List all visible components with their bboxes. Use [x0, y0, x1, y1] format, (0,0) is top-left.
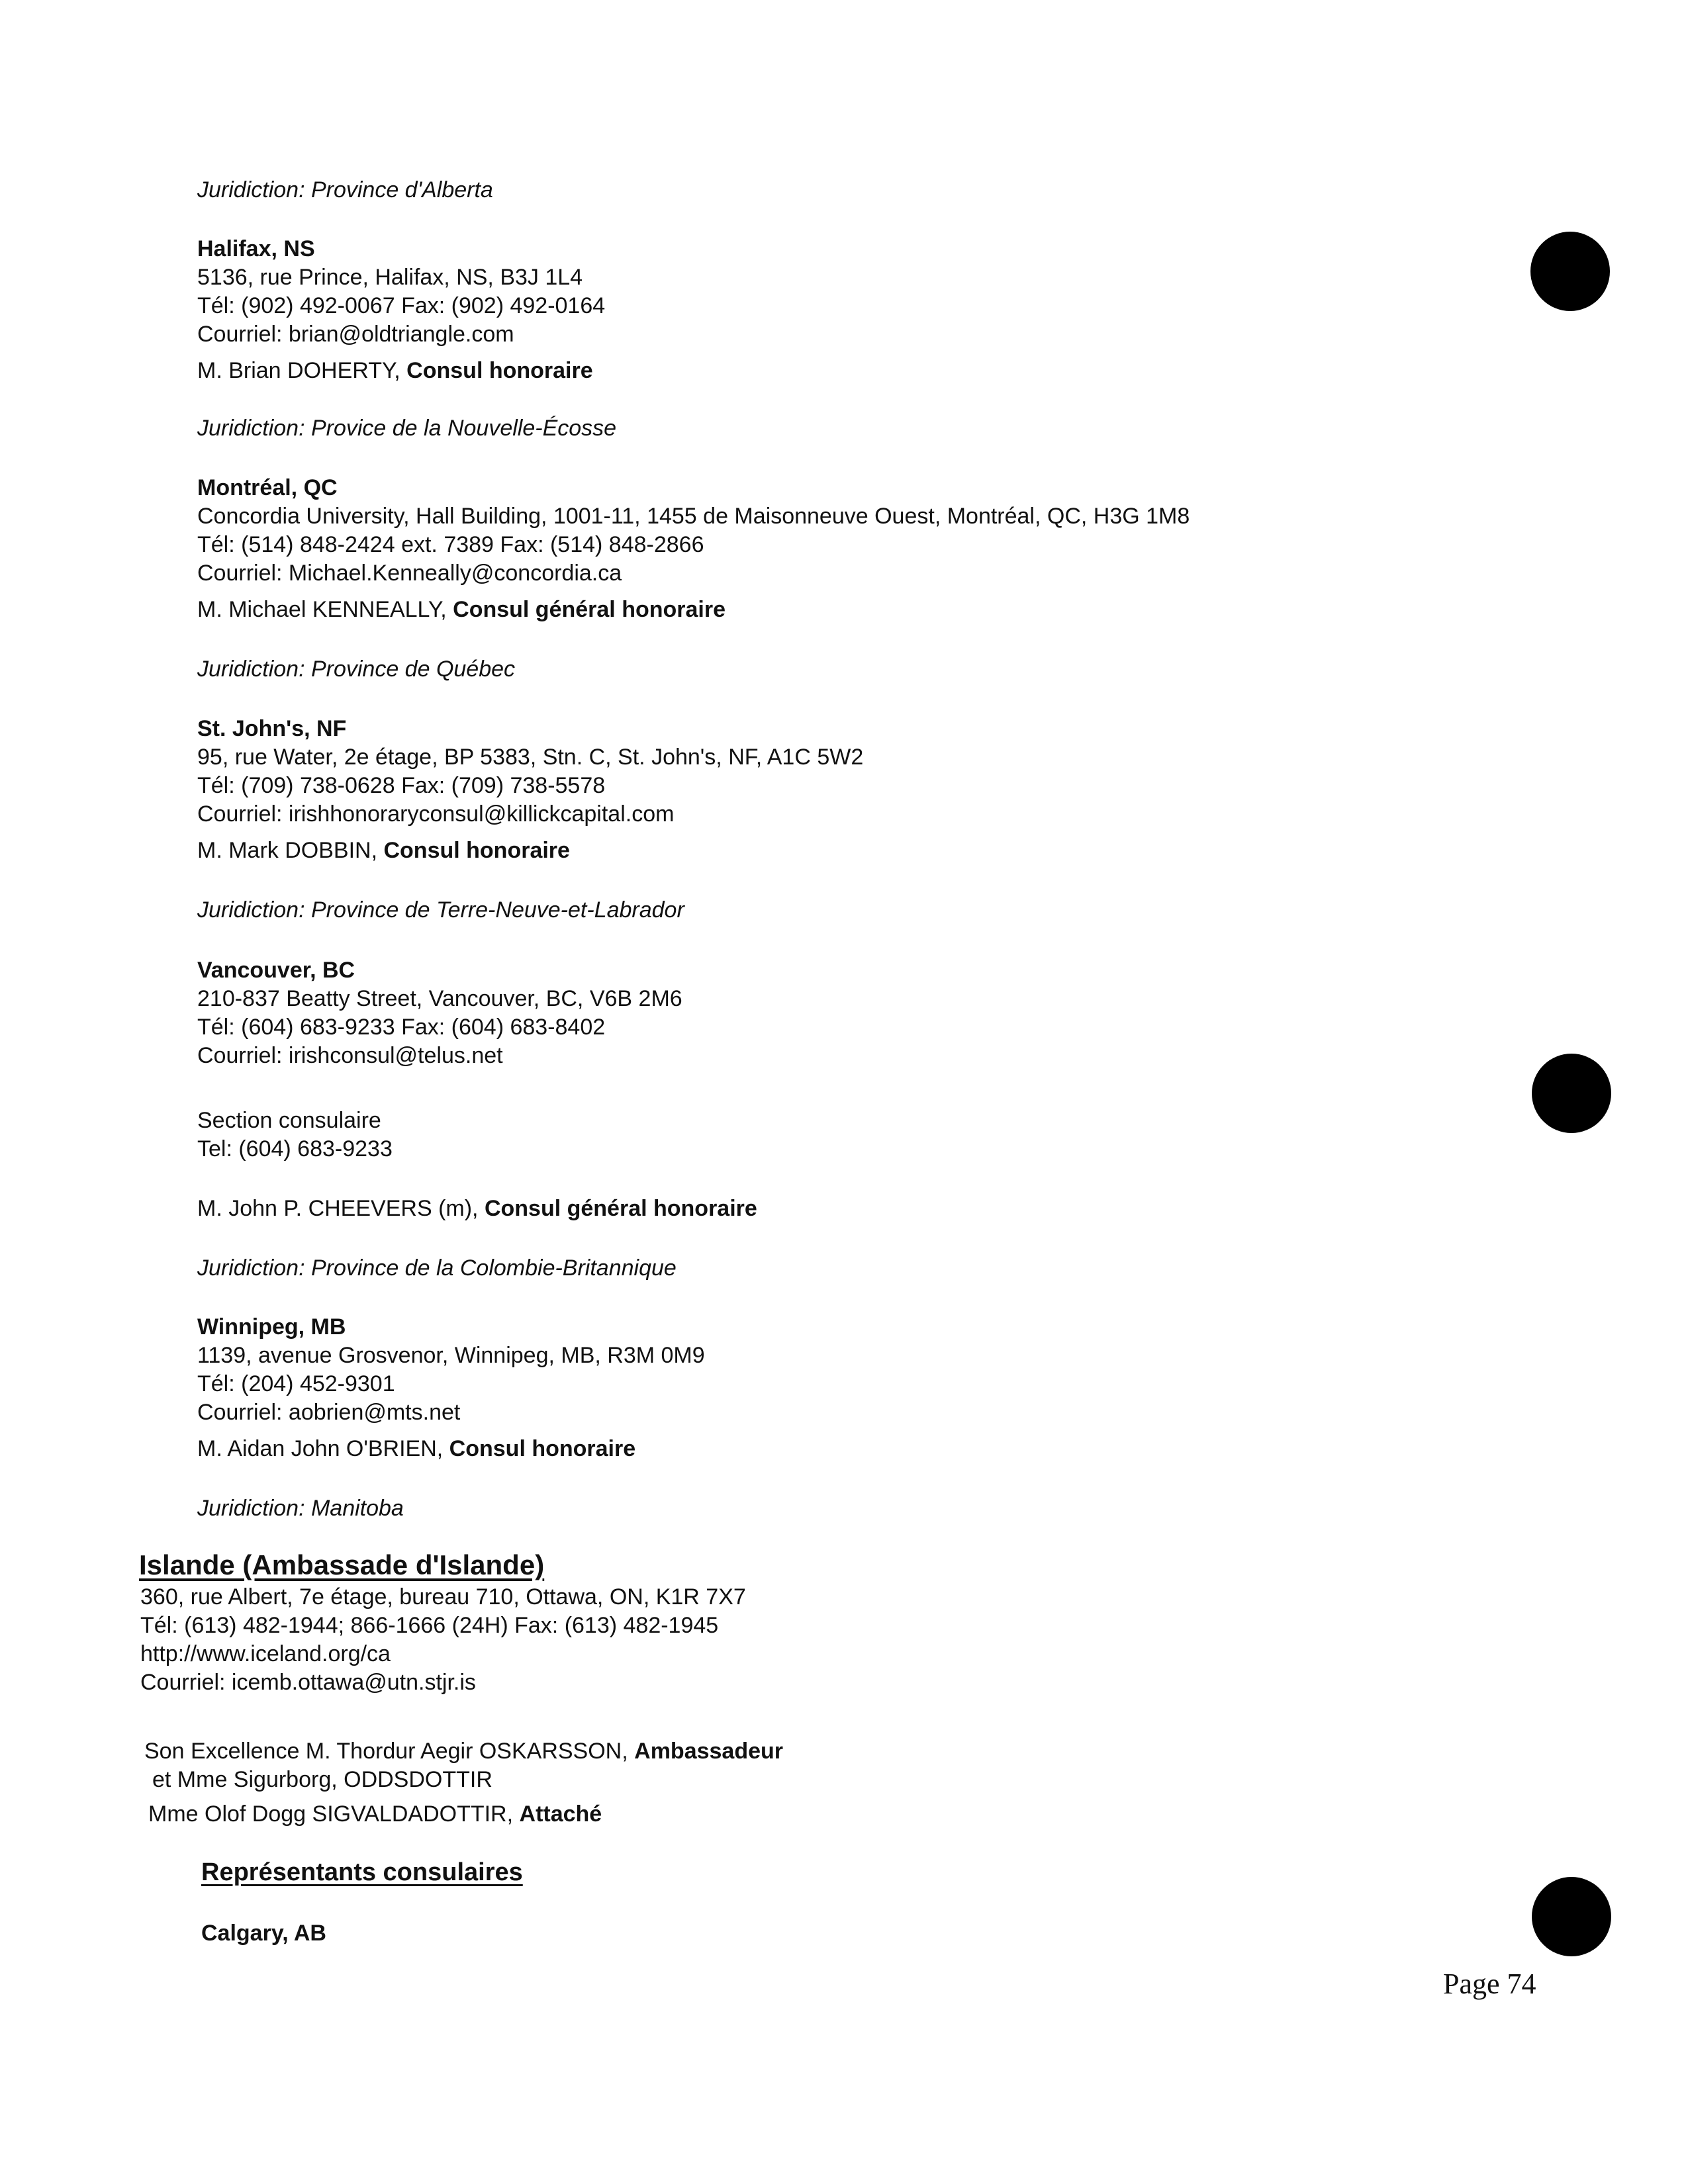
city-heading: Montréal, QC [197, 475, 338, 500]
consul-name-line [197, 1435, 705, 1463]
consul-name: M. Aidan John O'BRIEN, [197, 1436, 444, 1461]
attache-line [148, 1800, 602, 1829]
ambassador-spouse: et Mme Sigurborg, ODDSDOTTIR [152, 1767, 492, 1792]
consul-name-line [197, 837, 863, 865]
embassy-website: http://www.iceland.org/ca [140, 1641, 391, 1666]
binder-hole-middle [1532, 1054, 1611, 1133]
ambassador-title: Ambassadeur [634, 1739, 784, 1764]
jurisdiction-nova-scotia: Juridiction: Provice de la Nouvelle-Écosse [197, 416, 617, 441]
ambassador-name: Son Excellence M. Thordur Aegir OSKARSSON, [144, 1739, 628, 1764]
phone-fax: Tél: (902) 492-0067 Fax: (902) 492-0164 [197, 293, 606, 318]
ambassador-line [144, 1737, 783, 1766]
phone-fax: Tél: (709) 738-0628 Fax: (709) 738-5578 [197, 773, 606, 798]
consulate-entry-halifax [197, 235, 605, 385]
consulate-entry-vancouver [197, 956, 682, 1070]
embassy-heading: Islande (Ambassade d'Islande) [139, 1549, 545, 1580]
section-label: Section consulaire [197, 1108, 381, 1133]
phone-fax: Tél: (514) 848-2424 ext. 7389 Fax: (514) 848-2866 [197, 532, 704, 557]
consul-name-line [197, 357, 605, 385]
email: Courriel: brian@oldtriangle.com [197, 322, 514, 347]
address: 5136, rue Prince, Halifax, NS, B3J 1L4 [197, 265, 583, 290]
consul-title: Consul honoraire [449, 1436, 636, 1461]
email: Courriel: aobrien@mts.net [197, 1400, 461, 1425]
jurisdiction-alberta: Juridiction: Province d'Alberta [197, 177, 493, 203]
section-phone: Tel: (604) 683-9233 [197, 1136, 393, 1161]
binder-hole-bottom [1532, 1877, 1611, 1956]
consul-title: Consul général honoraire [453, 597, 726, 622]
city-heading: Halifax, NS [197, 236, 315, 261]
embassy-phone-fax: Tél: (613) 482-1944; 866-1666 (24H) Fax: (613) 482-1945 [140, 1613, 719, 1638]
email: Courriel: irishhonoraryconsul@killickcapital.com [197, 801, 675, 827]
consul-name-line-vancouver [197, 1195, 757, 1223]
jurisdiction-manitoba: Juridiction: Manitoba [197, 1496, 404, 1521]
consul-name: M. Michael KENNEALLY, [197, 597, 447, 622]
binder-hole-top [1530, 232, 1610, 311]
embassy-contact [140, 1583, 746, 1697]
consulate-entry-st-johns [197, 715, 863, 865]
embassy-email: Courriel: icemb.ottawa@utn.stjr.is [140, 1670, 476, 1695]
email: Courriel: Michael.Kenneally@concordia.ca [197, 561, 622, 586]
address: 1139, avenue Grosvenor, Winnipeg, MB, R3M 0M9 [197, 1343, 705, 1368]
address: 210-837 Beatty Street, Vancouver, BC, V6B 2M6 [197, 986, 682, 1011]
consular-representatives-heading: Représentants consulaires [201, 1858, 523, 1886]
consulate-entry-montreal [197, 474, 1190, 624]
phone-fax: Tél: (204) 452-9301 [197, 1371, 395, 1396]
city-heading: Vancouver, BC [197, 958, 355, 983]
address: 95, rue Water, 2e étage, BP 5383, Stn. C, St. John's, NF, A1C 5W2 [197, 745, 864, 770]
attache-title: Attaché [519, 1801, 602, 1827]
consul-title: Consul honoraire [383, 838, 570, 863]
attache-name: Mme Olof Dogg SIGVALDADOTTIR, [148, 1801, 514, 1827]
consul-name-line [197, 596, 1190, 624]
consul-title: Consul honoraire [406, 358, 593, 383]
consul-name: M. John P. CHEEVERS (m), [197, 1196, 479, 1221]
email: Courriel: irishconsul@telus.net [197, 1043, 503, 1068]
address: Concordia University, Hall Building, 1001-11, 1455 de Maisonneuve Ouest, Montréal, QC, H3G 1M8 [197, 504, 1190, 529]
jurisdiction-quebec: Juridiction: Province de Québec [197, 657, 516, 682]
embassy-address: 360, rue Albert, 7e étage, bureau 710, Ottawa, ON, K1R 7X7 [140, 1584, 746, 1610]
consul-title: Consul général honoraire [484, 1196, 757, 1221]
consul-name: M. Mark DOBBIN, [197, 838, 378, 863]
city-heading-calgary: Calgary, AB [201, 1921, 326, 1946]
consul-name: M. Brian DOHERTY, [197, 358, 400, 383]
city-heading: St. John's, NF [197, 716, 347, 741]
phone-fax: Tél: (604) 683-9233 Fax: (604) 683-8402 [197, 1015, 606, 1040]
city-heading: Winnipeg, MB [197, 1314, 346, 1340]
consular-section-vancouver [197, 1107, 393, 1163]
consulate-entry-winnipeg [197, 1313, 705, 1463]
jurisdiction-british-columbia: Juridiction: Province de la Colombie-Britannique [197, 1255, 677, 1281]
jurisdiction-newfoundland: Juridiction: Province de Terre-Neuve-et-Labrador [197, 897, 684, 923]
page-number: Page 74 [1443, 1968, 1536, 2000]
